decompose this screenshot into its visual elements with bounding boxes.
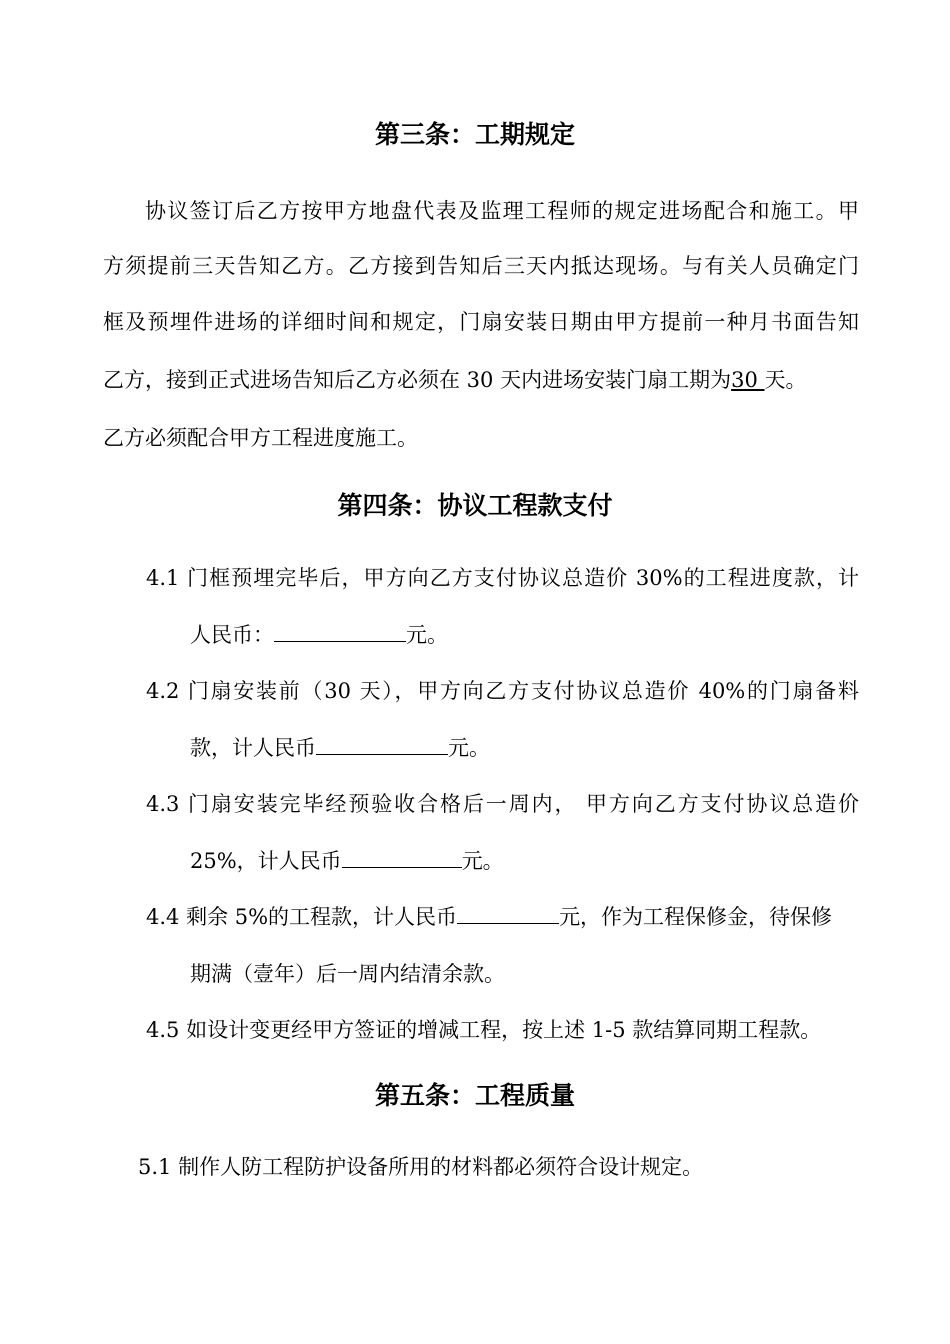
payment-item-4-2-amount xyxy=(190,733,490,763)
payment-item-4-1: 4.1 门框预埋完毕后，甲方向乙方支付协议总造价 30%的工程进度款，计 xyxy=(146,566,859,590)
quality-item-5-1: 5.1 制作人防工程防护设备所用的材料都必须符合设计规定。 xyxy=(138,1155,704,1179)
retention-text: 元，作为工程保修金，待保修 xyxy=(559,905,833,929)
construction-period-days: 30 xyxy=(731,368,765,392)
section-3-line-5: 乙方必须配合甲方工程进度施工。 xyxy=(103,426,418,450)
amount-label: 人民币： xyxy=(190,623,274,647)
section-3-line-4-end: 天。 xyxy=(764,368,807,392)
payment-item-4-2: 4.2 门扇安装前（30 天），甲方向乙方支付协议总造价 40%的门扇备料 xyxy=(146,679,859,703)
amount-unit: 元。 xyxy=(448,736,490,760)
amount-blank xyxy=(316,734,448,755)
section-3-line-4-text: 乙方，接到正式进场告知后乙方必须在 30 天内进场安装门扇工期为 xyxy=(103,368,732,392)
retention-label: 4.4 剩余 5%的工程款，计人民币 xyxy=(146,905,458,929)
section-3-line-4 xyxy=(103,365,806,395)
section-3-line-1: 协议签订后乙方按甲方地盘代表及监理工程师的规定进场配合和施工。甲 xyxy=(145,199,859,223)
amount-label: 25%，计人民币 xyxy=(190,849,342,873)
amount-label: 款，计人民币 xyxy=(190,736,316,760)
section-5-title: 第五条：工程质量 xyxy=(374,1081,575,1110)
retention-blank xyxy=(457,903,559,924)
amount-unit: 元。 xyxy=(461,849,504,873)
amount-blank xyxy=(274,621,406,642)
amount-unit: 元。 xyxy=(406,623,448,647)
payment-item-4-4 xyxy=(146,902,832,932)
section-3-line-2: 方须提前三天告知乙方。乙方接到告知后三天内抵达现场。与有关人员确定门 xyxy=(103,254,859,278)
amount-blank xyxy=(342,847,462,868)
section-3-line-3: 框及预埋件进场的详细时间和规定，门扇安装日期由甲方提前一种月书面告知 xyxy=(103,310,859,334)
payment-item-4-4-cont: 期满（壹年）后一周内结清余款。 xyxy=(190,962,505,986)
payment-item-4-3: 4.3 门扇安装完毕经预验收合格后一周内， 甲方向乙方支付协议总造价 xyxy=(146,792,859,816)
payment-item-4-3-amount xyxy=(190,846,504,876)
section-3-title: 第三条：工期规定 xyxy=(374,120,575,149)
payment-item-4-5: 4.5 如设计变更经甲方签证的增减工程，按上述 1-5 款结算同期工程款。 xyxy=(146,1018,822,1042)
section-4-title: 第四条：协议工程款支付 xyxy=(337,491,613,520)
payment-item-4-1-amount xyxy=(190,620,448,650)
